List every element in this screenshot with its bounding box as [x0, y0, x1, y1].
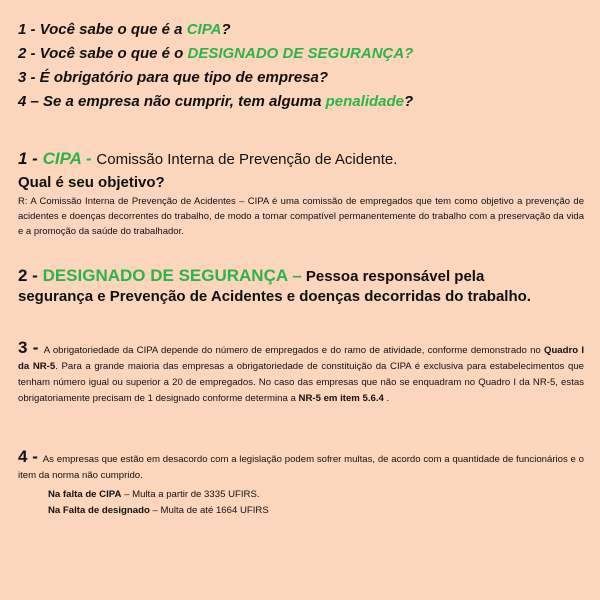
question-2-prefix: 2 - Você sabe o que é o [18, 45, 188, 62]
section-1-subheading: Qual é seu objetivo? [18, 174, 165, 191]
section-3-body [18, 340, 584, 407]
question-4-prefix: 4 – Se a empresa não cumprir, tem alguma [18, 93, 326, 110]
section-4-body [18, 449, 584, 484]
section-4-text: As empresas que estão em desacordo com a legislação podem sofrer multas, de acordo com a quantidade de funcionários e o item da norma não cumprido. [18, 454, 584, 481]
section-3-bold-a: Quadro I da NR-5 [18, 345, 585, 372]
section-3-bold-b: NR-5 em item 5.6.4 [298, 393, 384, 404]
question-2 [18, 45, 413, 62]
section-2-line1: Pessoa responsável pela [301, 268, 485, 285]
fine-designado-text: – Multa de até 1664 UFIRS [149, 505, 269, 516]
section-3-text-b: . Para a grande maioria das empresas a obrigatoriedade de constituição da CIPA é exclusiva para estabelecimentos que tenham número igual ou superior a 20 de empregados. No caso das empresas que não se enquadram no Quadro I da NR-5, estas obrigatoriamente precisam de 1 designado conforme determina a [18, 361, 584, 404]
fine-designado [48, 505, 269, 516]
section-2-number: 2 - [18, 266, 43, 285]
section-2-line2: segurança e Prevenção de Acidentes e doenças decorridas do trabalho. [18, 288, 531, 305]
question-3-text: 3 - É obrigatório para que tipo de empresa? [18, 69, 329, 86]
question-4 [18, 93, 413, 110]
question-4-suffix: ? [404, 93, 414, 110]
section-4-number: 4 - [18, 447, 43, 466]
section-3-number: 3 - [18, 338, 44, 357]
section-1-answer: R: A Comissão Interna de Prevenção de Acidentes – CIPA é uma comissão de empregados que tem como objetivo a prevenção de acidentes e doenças decorrentes do trabalho, de modo a tornar compatível permanentemente do trabalho com a preservação da vida e a promoção da saúde do trabalhador. [18, 196, 584, 237]
fine-cipa [48, 489, 260, 500]
fine-cipa-label: Na falta de CIPA [48, 489, 122, 500]
fine-cipa-text: – Multa a partir de 3335 UFIRS. [121, 489, 260, 500]
fine-designado-label: Na Falta de designado [48, 505, 150, 516]
question-3 [18, 69, 328, 86]
question-4-term: penalidade [325, 93, 404, 110]
section-3-text-a: A obrigatoriedade da CIPA depende do número de empregados e do ramo de atividade, conforme demonstrado no [43, 345, 544, 356]
question-2-term: DESIGNADO DE SEGURANÇA? [187, 45, 414, 62]
section-2-term: DESIGNADO DE SEGURANÇA – [42, 266, 302, 285]
section-1-heading [18, 149, 397, 169]
section-1-term: CIPA - [42, 149, 97, 168]
question-1 [18, 21, 231, 38]
section-1-definition: Comissão Interna de Prevenção de Acidente. [96, 151, 398, 168]
question-1-term: CIPA [186, 21, 222, 38]
section-3-text-c: . [383, 393, 390, 404]
section-2-heading [18, 266, 484, 286]
question-1-suffix: ? [221, 21, 231, 38]
section-1-number: 1 - [18, 149, 43, 168]
question-1-prefix: 1 - Você sabe o que é a [18, 21, 187, 38]
